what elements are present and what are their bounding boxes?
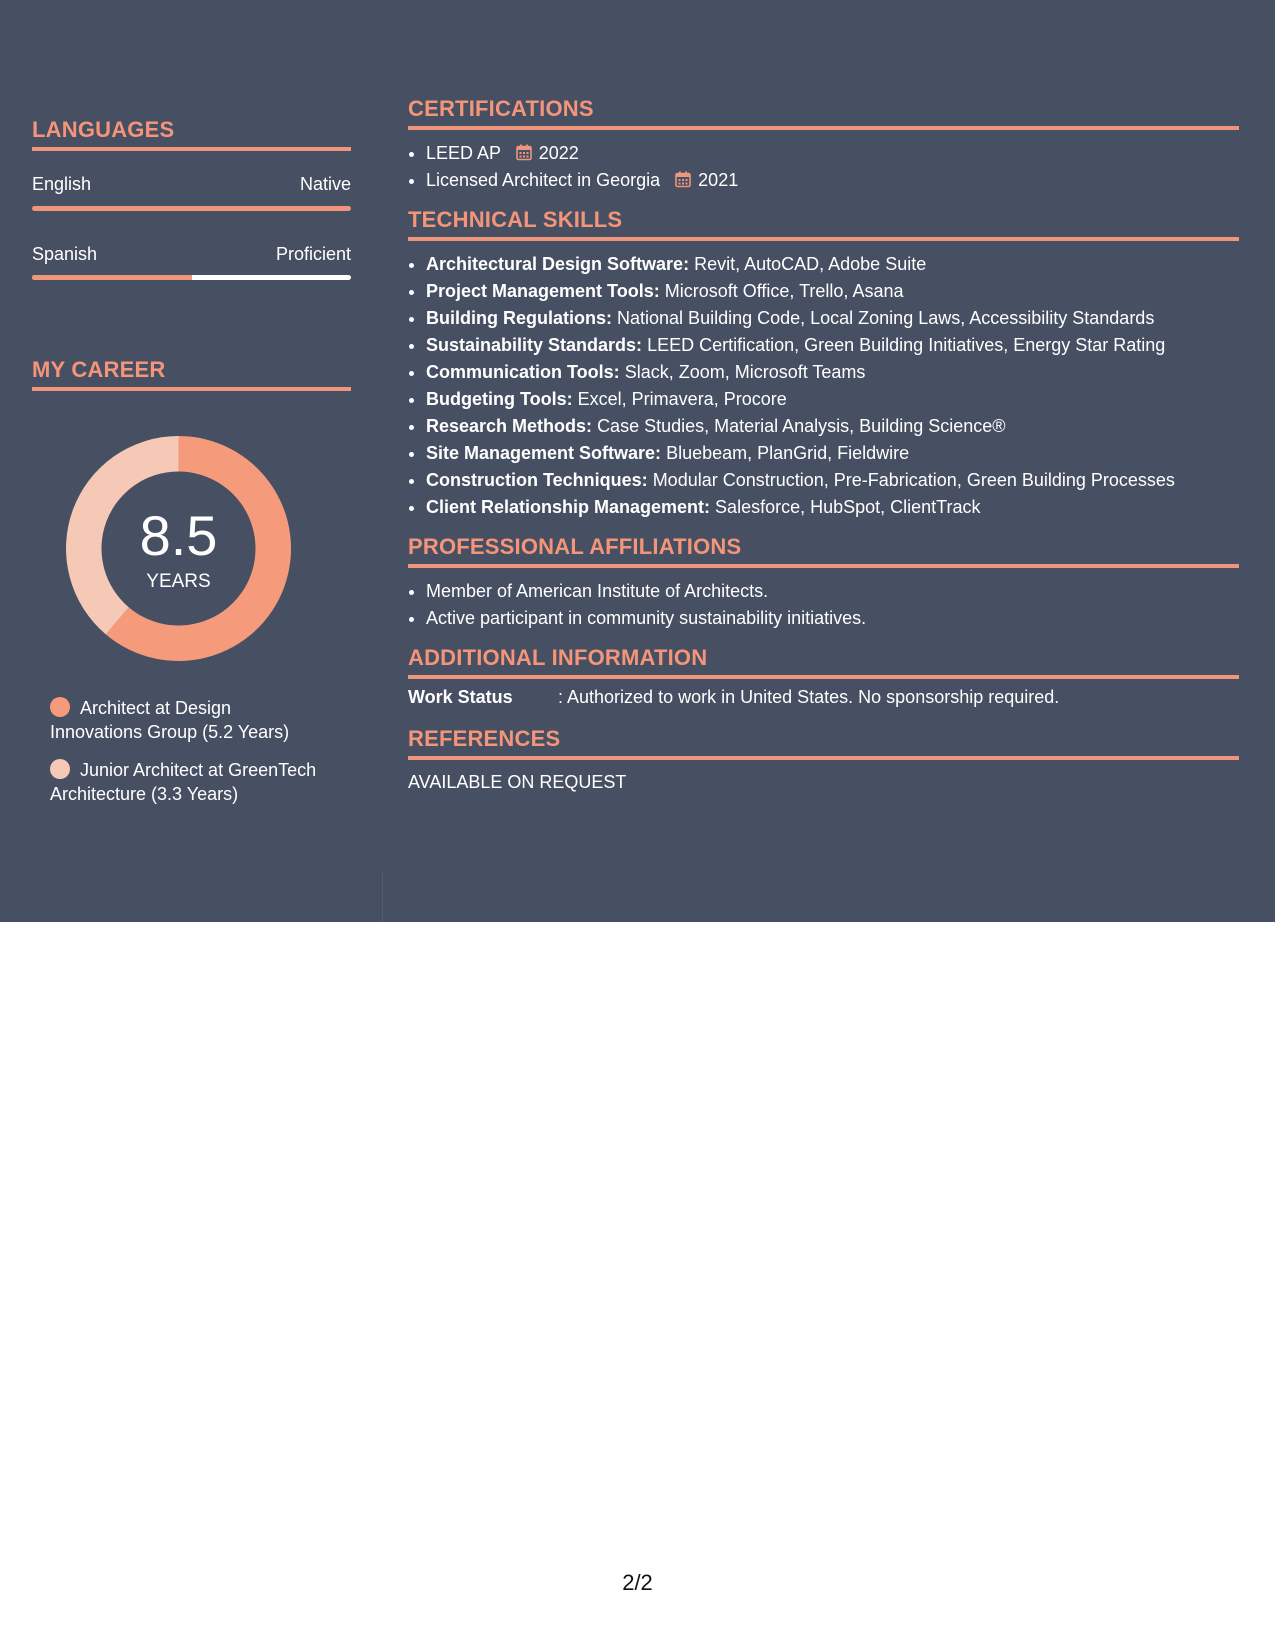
skill-value: Salesforce, HubSpot, ClientTrack <box>715 497 981 518</box>
language-name: English <box>32 174 92 194</box>
affiliations-title: PROFESSIONAL AFFILIATIONS <box>408 534 1239 568</box>
affiliations-section <box>408 534 1239 632</box>
languages-title: LANGUAGES <box>32 117 351 151</box>
certifications-list <box>408 140 1239 194</box>
career-donut-center <box>66 436 291 661</box>
references-section <box>408 726 1239 793</box>
skill-label: Site Management Software: <box>426 443 662 464</box>
list-item <box>426 386 1239 413</box>
certification-name: LEED AP <box>426 143 501 164</box>
skill-label: Project Management Tools: <box>426 281 660 302</box>
certifications-title: CERTIFICATIONS <box>408 96 1239 130</box>
calendar-icon <box>516 144 532 161</box>
technical-skills-title: TECHNICAL SKILLS <box>408 207 1239 241</box>
legend-item <box>50 758 320 806</box>
certification-name: Licensed Architect in Georgia <box>426 170 661 191</box>
list-item <box>426 140 1239 167</box>
career-total-unit: YEARS <box>146 571 211 592</box>
skill-value: Case Studies, Material Analysis, Building Science® <box>597 416 1006 437</box>
list-item <box>426 440 1239 467</box>
language-name: Spanish <box>32 244 98 264</box>
list-item <box>426 413 1239 440</box>
calendar-icon <box>675 171 691 188</box>
career-total-value: 8.5 <box>139 504 218 567</box>
legend-dot-icon <box>50 759 70 779</box>
legend-dot-icon <box>50 697 70 717</box>
language-row-english <box>32 174 351 195</box>
language-level: Native <box>299 174 351 194</box>
certification-year: 2022 <box>538 143 579 164</box>
career-title: MY CAREER <box>32 357 351 391</box>
language-bar-fill <box>32 275 192 280</box>
page-number: 2/2 <box>622 1570 653 1595</box>
skill-label: Research Methods: <box>426 416 593 437</box>
skill-label: Communication Tools: <box>426 362 620 383</box>
list-item: • Member of American Institute of Architects. <box>426 578 1239 605</box>
language-bar-english <box>32 206 351 211</box>
language-level: Proficient <box>275 244 351 264</box>
list-item <box>426 167 1239 194</box>
skill-label: Sustainability Standards: <box>426 335 643 356</box>
column-divider <box>382 872 383 922</box>
references-text: AVAILABLE ON REQUEST <box>408 772 627 793</box>
skill-value: LEED Certification, Green Building Initiatives, Energy Star Rating <box>647 335 1166 356</box>
list-item <box>426 359 1239 386</box>
legend-label: Architect at Design Innovations Group (5.2 Years) <box>50 698 290 742</box>
skill-label: Construction Techniques: <box>426 470 648 491</box>
language-bar-spanish <box>32 275 351 280</box>
technical-skills-section <box>408 207 1239 521</box>
language-bar-fill <box>32 206 351 211</box>
skill-value: Bluebeam, PlanGrid, Fieldwire <box>666 443 910 464</box>
skill-label: Architectural Design Software: <box>426 254 690 275</box>
list-item <box>426 467 1239 494</box>
references-title: REFERENCES <box>408 726 1239 760</box>
skill-value: Modular Construction, Pre-Fabrication, Green Building Processes <box>652 470 1175 491</box>
skill-label: Budgeting Tools: <box>426 389 573 410</box>
language-row-spanish <box>32 244 351 265</box>
work-status-value: : Authorized to work in United States. No sponsorship required. <box>558 687 1060 708</box>
career-legend <box>50 696 320 820</box>
list-item: • Active participant in community sustainability initiatives. <box>426 605 1239 632</box>
list-item <box>426 305 1239 332</box>
work-status-label: Work Status <box>408 687 513 708</box>
skill-value: Excel, Primavera, Procore <box>577 389 787 410</box>
skill-label: Building Regulations: <box>426 308 612 329</box>
list-item <box>426 278 1239 305</box>
work-status-row <box>408 687 1239 708</box>
list-item <box>426 494 1239 521</box>
certification-year: 2021 <box>698 170 739 191</box>
technical-skills-list <box>408 251 1239 521</box>
skill-label: Client Relationship Management: <box>426 497 711 518</box>
skill-value: Slack, Zoom, Microsoft Teams <box>624 362 866 383</box>
skill-value: Microsoft Office, Trello, Asana <box>664 281 904 302</box>
legend-label: Junior Architect at GreenTech Architecture (3.3 Years) <box>50 760 317 804</box>
list-item <box>426 251 1239 278</box>
additional-info-section <box>408 645 1239 708</box>
affiliations-list <box>408 578 1239 632</box>
skill-value: Revit, AutoCAD, Adobe Suite <box>694 254 927 275</box>
list-item <box>426 332 1239 359</box>
certifications-section <box>408 96 1239 194</box>
additional-info-title: ADDITIONAL INFORMATION <box>408 645 1239 679</box>
skill-value: National Building Code, Local Zoning Laws, Accessibility Standards <box>617 308 1155 329</box>
legend-item <box>50 696 320 744</box>
